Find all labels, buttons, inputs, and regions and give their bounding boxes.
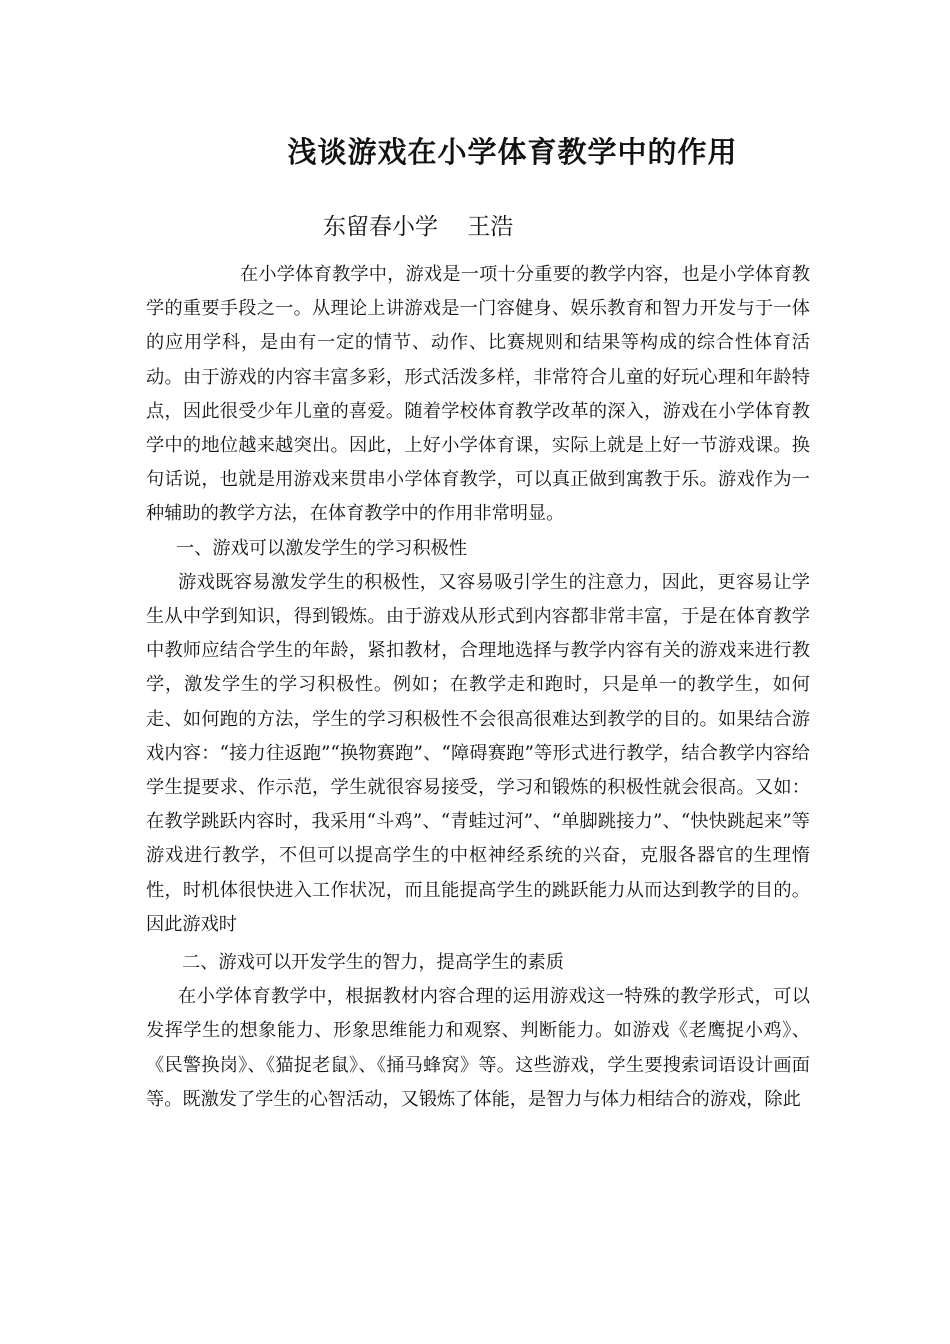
document-body [146,258,810,1117]
document-title: 浅谈游戏在小学体育教学中的作用 [287,135,738,169]
author-line: 东留春小学 王浩 [323,214,514,240]
section-2-paragraph: 在小学体育教学中，根据教材内容合理的运用游戏这一特殊的教学形式，可以发挥学生的想象能力、形象思维能力和观察、判断能力。如游戏《老鹰捉小鸡》、《民警换岗》、《猫捉老鼠》、《捅马蜂窝》等。这些游戏，学生要搜索词语设计画面等。既激发了学生的心智活动，又锻炼了体能，是智力与体力相结合的游戏，除此 [146,986,810,1110]
intro-paragraph: 在小学体育教学中，游戏是一项十分重要的教学内容，也是小学体育教学的重要手段之一。从理论上讲游戏是一门容健身、娱乐教育和智力开发与于一体的应用学科，是由有一定的情节、动作、比赛规则和结果等构成的综合性体育活动。由于游戏的内容丰富多彩，形式活泼多样，非常符合儿童的好玩心理和年龄特点，因此很受少年儿童的喜爱。随着学校体育教学改革的深入，游戏在小学体育教学中的地位越来越突出。因此，上好小学体育课，实际上就是上好一节游戏课。换句话说，也就是用游戏来贯串小学体育教学，可以真正做到寓教于乐。游戏作为一种辅助的教学方法，在体育教学中的作用非常明显。 [146,264,810,525]
section-1-paragraph: 游戏既容易激发学生的积极性，又容易吸引学生的注意力，因此，更容易让学生从中学到知识，得到锻炼。由于游戏从形式到内容都非常丰富，于是在体育教学中教师应结合学生的年龄，紧扣教材，合理地选择与教学内容有关的游戏来进行教学，激发学生的学习积极性。例如；在教学走和跑时，只是单一的教学生，如何走、如何跑的方法，学生的学习积极性不会很高很难达到教学的目的。如果结合游戏内容：“接力往返跑”“换物赛跑”、“障碍赛跑”等形式进行教学，结合教学内容给学生提要求、作示范，学生就很容易接受，学习和锻炼的积极性就会很高。又如：在教学跳跃内容时，我采用“斗鸡”、“青蛙过河”、“单脚跳接力”、“快快跳起来”等游戏进行教学，不但可以提高学生的中枢神经系统的兴奋，克服各器官的生理惰性，时机体很快进入工作状况，而且能提高学生的跳跃能力从而达到教学的目的。因此游戏时 [146,571,810,935]
section-heading-2: 二、游戏可以开发学生的智力，提高学生的素质 [182,952,564,974]
section-heading-1: 一、游戏可以激发学生的学习积极性 [176,537,468,559]
